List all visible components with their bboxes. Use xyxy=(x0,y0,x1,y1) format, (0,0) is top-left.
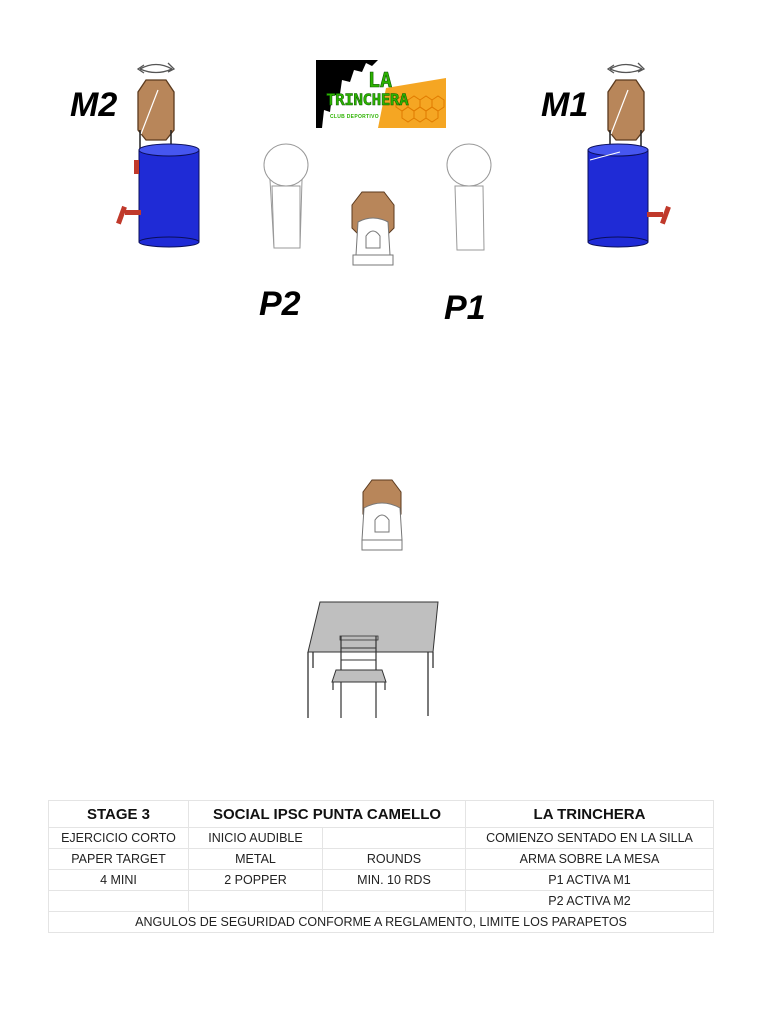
m1-rotate-arrow-icon xyxy=(608,63,644,73)
mini-target-lower-icon xyxy=(362,480,402,550)
logo-line2: TRINCHERA xyxy=(326,90,409,109)
table-and-chair-icon xyxy=(308,602,438,718)
table-row xyxy=(49,849,714,870)
table-cell: P1 ACTIVA M1 xyxy=(466,870,714,891)
label-m1: M1 xyxy=(541,86,589,124)
table-cell: INICIO AUDIBLE xyxy=(189,828,323,849)
table-cell: ARMA SOBRE LA MESA xyxy=(466,849,714,870)
mini-target-center-icon xyxy=(352,192,394,265)
table-cell: COMIENZO SENTADO EN LA SILLA xyxy=(466,828,714,849)
table-row xyxy=(49,870,714,891)
table-cell: ROUNDS xyxy=(323,849,466,870)
table-cell: MIN. 10 RDS xyxy=(323,870,466,891)
header-stage: STAGE 3 xyxy=(49,801,189,828)
header-event: SOCIAL IPSC PUNTA CAMELLO xyxy=(189,801,466,828)
p2-paper-target-icon xyxy=(264,144,308,248)
table-row xyxy=(49,828,714,849)
header-club: LA TRINCHERA xyxy=(466,801,714,828)
table-cell: PAPER TARGET xyxy=(49,849,189,870)
p1-paper-target-icon xyxy=(447,144,491,250)
m1-barrel-icon xyxy=(588,144,671,247)
logo-tagline: CLUB DEPORTIVO xyxy=(330,114,379,120)
label-m2: M2 xyxy=(70,86,118,124)
table-footer: ANGULOS DE SEGURIDAD CONFORME A REGLAMENTO, LIMITE LOS PARAPETOS xyxy=(49,912,714,933)
table-cell: EJERCICIO CORTO xyxy=(49,828,189,849)
logo-line1: LA xyxy=(368,68,393,92)
table-cell xyxy=(49,891,189,912)
stage-info-table xyxy=(48,800,714,933)
table-cell xyxy=(323,828,466,849)
m2-rotate-arrow-icon xyxy=(138,63,174,73)
table-cell: P2 ACTIVA M2 xyxy=(466,891,714,912)
table-cell: 4 MINI xyxy=(49,870,189,891)
table-row xyxy=(49,891,714,912)
label-p2: P2 xyxy=(259,285,301,323)
table-cell xyxy=(189,891,323,912)
table-cell: 2 POPPER xyxy=(189,870,323,891)
label-p1: P1 xyxy=(444,289,486,327)
m2-barrel-icon xyxy=(116,144,199,247)
table-cell: METAL xyxy=(189,849,323,870)
table-footer-row xyxy=(49,912,714,933)
table-cell xyxy=(323,891,466,912)
table-header-row xyxy=(49,801,714,828)
